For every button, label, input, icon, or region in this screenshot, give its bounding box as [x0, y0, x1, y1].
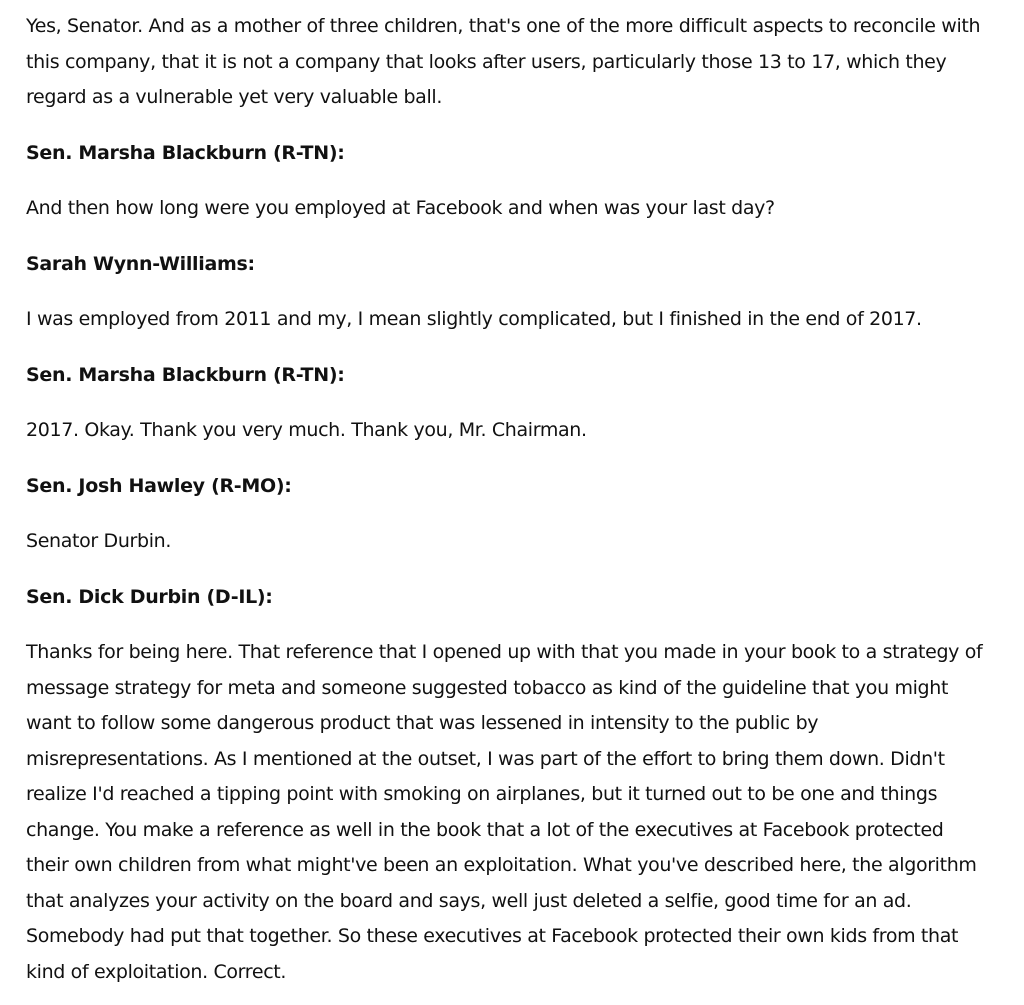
transcript-paragraph: And then how long were you employed at Facebook and when was your last day? [26, 197, 775, 219]
speaker-label: Sarah Wynn-Williams: [26, 252, 255, 275]
transcript-paragraph: Senator Durbin. [26, 530, 172, 552]
speaker-label: Sen. Josh Hawley (R-MO): [26, 474, 292, 497]
speaker-label: Sen. Marsha Blackburn (R-TN): [26, 141, 345, 164]
transcript-paragraph: 2017. Okay. Thank you very much. Thank you, Mr. Chairman. [26, 419, 587, 441]
transcript-paragraph: Yes, Senator. And as a mother of three children, that's one of the more difficult aspects to reconcile with this company, that it is not a company that looks after users, particularly those 13 to 17, which they regard as a vulnerable yet very valuable ball. [26, 15, 981, 108]
speaker-label: Sen. Marsha Blackburn (R-TN): [26, 363, 345, 386]
transcript-paragraph: Thanks for being here. That reference that I opened up with that you made in your book to a strategy of message strategy for meta and someone suggested tobacco as kind of the guideline that you might want to follow some dangerous product that was lessened in intensity to the public by misrepresentations. As I mentioned at the outset, I was part of the effort to bring them down. Didn't realize I'd reached a tipping point with smoking on airplanes, but it turned out to be one and things change. You make a reference as well in the book that a lot of the executives at Facebook protected their own children from what might've been an exploitation. What you've described here, the algorithm that analyzes your activity on the board and says, well just deleted a selfie, good time for an ad. Somebody had put that together. So these executives at Facebook protected their own kids from that kind of exploitation. Correct. [26, 641, 983, 983]
transcript-paragraph: I was employed from 2011 and my, I mean slightly complicated, but I finished in the end of 2017. [26, 308, 922, 330]
speaker-label: Sen. Dick Durbin (D-IL): [26, 585, 273, 608]
